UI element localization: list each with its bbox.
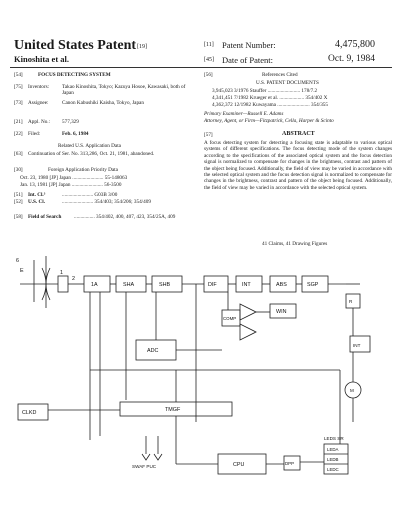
block-comp-label: COMP [223, 316, 237, 321]
motor-label: M [350, 388, 354, 393]
us-patent-docs-title: U.S. PATENT DOCUMENTS [256, 80, 319, 86]
field-57-ref: [57] [204, 132, 213, 138]
patent-number-label: Patent Number: [222, 40, 276, 50]
block-dpp-label: DPP [285, 461, 295, 466]
int-cl-label: Int. Cl.³ [28, 192, 46, 198]
switch-labels: SWAF PUC [132, 464, 157, 469]
block-cpu-label: CPU [233, 462, 245, 468]
field-22-ref: [22] [14, 131, 23, 137]
ledb-label: LEDB [327, 457, 339, 462]
primary-examiner: Primary Examiner—Russell E. Adams [204, 111, 284, 117]
title-ref-code: [19] [137, 44, 147, 50]
date-label: Date of Patent: [222, 55, 273, 65]
fig-label-2: 2 [72, 276, 75, 282]
header-rule [10, 67, 392, 68]
block-win-label: WIN [276, 309, 287, 315]
patent-number-ref: [11] [204, 42, 214, 48]
field-58-ref: [58] [14, 214, 23, 220]
block-tmgf-label: TMGF [165, 407, 181, 413]
fig-label-g: 6 [16, 258, 19, 264]
block-clkd-label: CLKD [22, 410, 37, 416]
field-of-search-label: Field of Search [28, 214, 62, 220]
related-data-title: Related U.S. Application Data [58, 143, 121, 149]
field-54-ref: [54] [14, 72, 23, 78]
field-51-ref: [51] [14, 192, 23, 198]
date-ref: [45] [204, 57, 214, 63]
field-63-ref: [63] [14, 151, 23, 157]
filed-label: Filed: [28, 131, 41, 137]
block-1a-label: 1A [91, 282, 98, 288]
fig-label-1: 1 [60, 270, 63, 276]
abstract-text: A focus detecting system for detecting a focusing state is adaptable to various optical systems of different specifications. The focus detecting mode of the system changes according to the specifications of the associated optical system and the focus detection signal is normalized to compensate for changes in the brightness, contrast and pattern of the object being focused. Additionally, the field of view may be varied in accordance with the selected optical system and the focus detection signal is normalized to compensate for changes in the brightness, contrast and pattern of the object being focused. Additionally, the field of view may be varied in accordance with the selected optical system. [204, 140, 392, 191]
block-shb-label: SHB [159, 282, 171, 288]
priority-entry-2: Jan. 13, 1981 [JP] Japan ........................ 56-3500 [20, 182, 122, 188]
reference-2: 4,341,451 7/1982 Krueger et al. ................... 354/402 X [212, 95, 328, 101]
block-int-label: INT [242, 282, 251, 288]
patent-number: 4,475,800 [335, 39, 375, 50]
block-int2-label: INT [353, 343, 361, 348]
fig-label-e: E [20, 268, 24, 274]
continuation-text: Continuation of Ser. No. 313,286, Oct. 21, 1981, abandoned. [28, 151, 155, 157]
filed-date: Feb. 6, 1984 [62, 131, 89, 137]
reference-1: 3,945,023 3/1976 Stauffer ......................... 178/7.2 [212, 88, 318, 94]
block-sha-label: SHA [123, 282, 135, 288]
reference-3: 4,362,372 12/1982 Kuwayama ......................... 354/355 [212, 102, 328, 108]
leds-sr-label: LEDS SR [324, 436, 344, 441]
references-cited-title: References Cited [262, 72, 298, 78]
field-56-ref: [56] [204, 72, 213, 78]
us-cl-label: U.S. Cl. [28, 199, 46, 205]
field-73-ref: [73] [14, 100, 23, 106]
block-dif-label: DIF [208, 282, 217, 288]
inventor-surname: Kinoshita et al. [14, 54, 70, 64]
appl-no-label: Appl. No.: [28, 119, 51, 125]
ledc-label: LEDC [327, 467, 339, 472]
inventors-label: Inventors: [28, 84, 50, 90]
inventors-text: Takao Kinoshita, Tokyo; Kazuya Hosoe, Kawasaki, both of Japan [62, 84, 186, 97]
field-30-ref: [30] [14, 167, 23, 173]
block-diagram-figure [0, 250, 400, 518]
field-52-ref: [52] [14, 199, 23, 205]
leda-label: LEDA [327, 447, 339, 452]
claims-count: 41 Claims, 41 Drawing Figures [262, 241, 328, 247]
block-adc-label: ADC [147, 348, 159, 354]
block-sgp-label: SGP [307, 282, 319, 288]
us-cl-text: ........................ 354/403; 354/206; 354/409 [62, 199, 151, 205]
field-75-ref: [75] [14, 84, 23, 90]
appl-no: 577,329 [62, 119, 79, 125]
invention-title: FOCUS DETECTING SYSTEM [38, 72, 111, 78]
patent-date: Oct. 9, 1984 [328, 54, 375, 64]
block-abs-label: ABS [276, 282, 287, 288]
abstract-title: ABSTRACT [282, 131, 315, 137]
attorney: Attorney, Agent, or Firm—Fitzpatrick, Cella, Harper & Scinto [204, 118, 334, 124]
assignee-text: Canon Kabushiki Kaisha, Tokyo, Japan [62, 100, 144, 106]
field-of-search-text: ................ 354/402, 400, 407, 423, 354/25A, 409 [74, 214, 176, 220]
block-r-label: R [349, 299, 353, 304]
foreign-priority-title: Foreign Application Priority Data [48, 167, 118, 173]
int-cl-text: ........................ G03B 3/00 [62, 192, 118, 198]
field-21-ref: [21] [14, 119, 23, 125]
patent-office-title: United States Patent [14, 38, 137, 53]
priority-entry-1: Oct. 23, 1980 [JP] Japan ........................ 55-148063 [20, 175, 128, 181]
assignee-label: Assignee: [28, 100, 49, 106]
